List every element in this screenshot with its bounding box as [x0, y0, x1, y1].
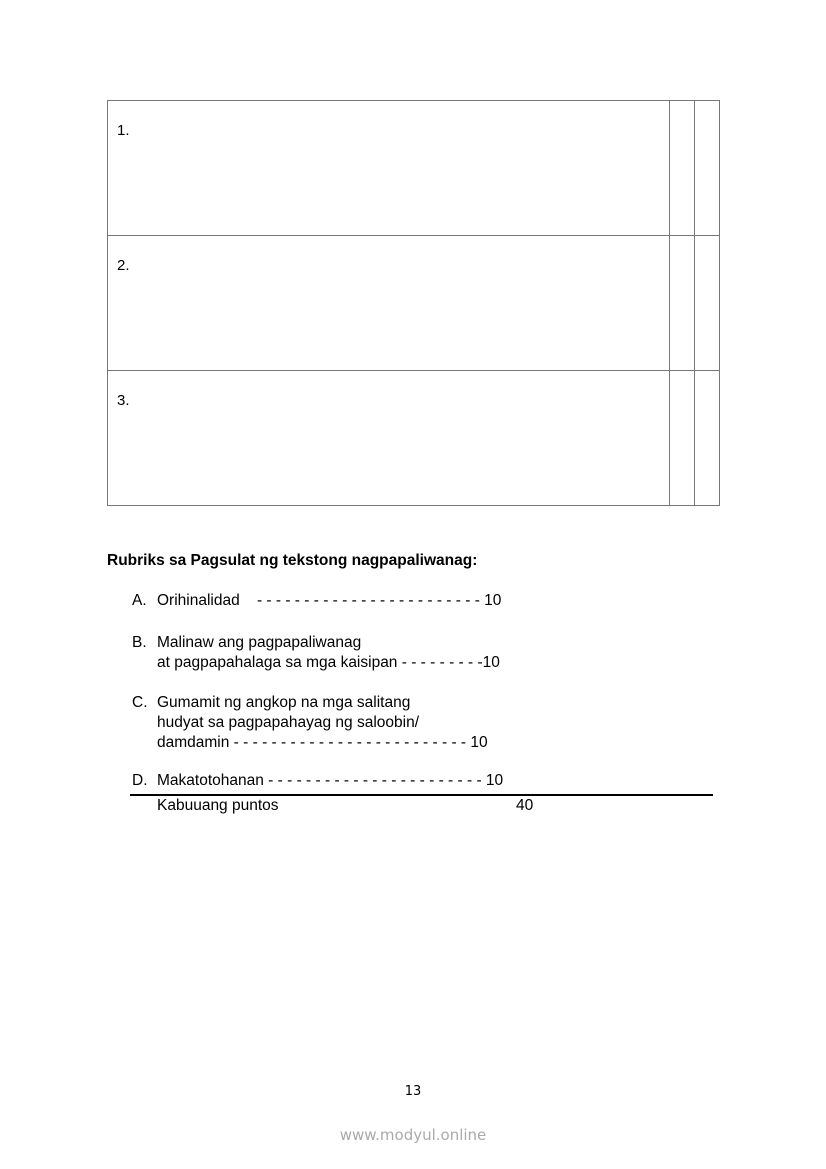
- table-cell: [108, 101, 670, 236]
- row-number: 1.: [117, 122, 130, 139]
- total-value: 40: [516, 797, 534, 814]
- table-cell: [670, 371, 695, 506]
- table-row: [108, 371, 720, 506]
- table-cell: [695, 371, 720, 506]
- answer-table: [107, 100, 720, 506]
- rubric-line: Malinaw ang pagpapaliwanag: [157, 634, 362, 651]
- rubric-line: Makatotohanan - - - - - - - - - - - - - - - - - - - - - - - 10: [157, 772, 504, 789]
- rubric-letter: C.: [132, 694, 148, 711]
- table-cell: [695, 101, 720, 236]
- rubric-letter: B.: [132, 634, 147, 651]
- rubric-line: Gumamit ng angkop na mga salitang: [157, 694, 411, 711]
- rubric-line: hudyat sa pagpapahayag ng saloobin/: [157, 714, 419, 731]
- row-number: 3.: [117, 392, 130, 409]
- rubric-heading: Rubriks sa Pagsulat ng tekstong nagpapaliwanag:: [107, 552, 478, 569]
- total-label: Kabuuang puntos: [157, 797, 279, 814]
- table-cell: [108, 371, 670, 506]
- table-row: [108, 236, 720, 371]
- watermark: www.modyul.online: [339, 1126, 487, 1144]
- table-cell: [670, 101, 695, 236]
- rubric-line: Orihinalidad - - - - - - - - - - - - - - - - - - - - - - - - 10: [157, 592, 502, 609]
- rubric-letter: D.: [132, 772, 148, 789]
- table-cell: [670, 236, 695, 371]
- rubric-line: damdamin - - - - - - - - - - - - - - - - - - - - - - - - - 10: [157, 734, 488, 751]
- page-number: 13: [404, 1084, 422, 1099]
- table-row: [108, 101, 720, 236]
- rubric-letter: A.: [132, 592, 147, 609]
- table-cell: [695, 236, 720, 371]
- row-number: 2.: [117, 257, 130, 274]
- table-cell: [108, 236, 670, 371]
- rubric-line: at pagpapahalaga sa mga kaisipan - - - - - - - - -10: [157, 654, 500, 671]
